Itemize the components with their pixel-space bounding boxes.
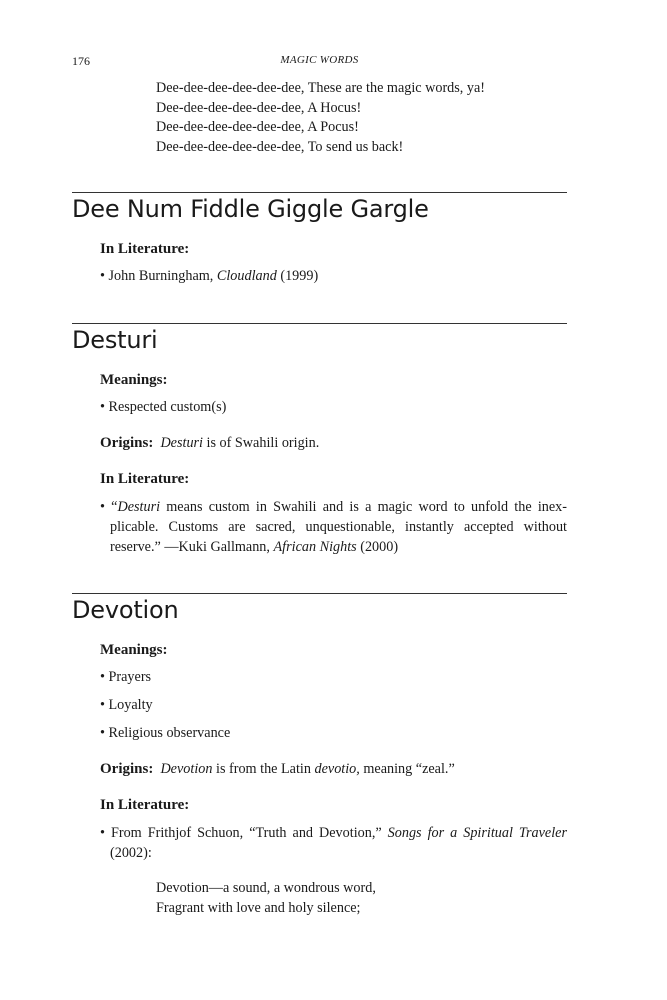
entry-title-devotion: Devotion (72, 596, 179, 624)
section-rule (72, 192, 567, 193)
verse-line: Fragrant with love and holy silence; (156, 899, 361, 916)
book-title: Songs for a Spiritual Traveler (387, 825, 567, 841)
in-literature-label: In Literature: (100, 797, 190, 813)
origins-label: Origins: (100, 435, 154, 451)
verse-line: Devotion—a sound, a wondrous word, (156, 880, 376, 896)
meaning-item: • Respected custom(s) (100, 399, 227, 415)
running-head (72, 54, 567, 70)
verse-line: Dee-dee-dee-dee-dee-dee, These are the magic words, ya! (156, 80, 486, 96)
meanings-label: Meanings: (100, 372, 168, 388)
literature-quote: • “Desturi means custom in Swahili and is a magic word to unfold the inex- plicable. Customs are sacred, unquestionable, instantly accepted without reserve.” —Kuki Gallmann, African Nights (2000) (100, 499, 568, 555)
meaning-item: • Religious observance (100, 725, 231, 741)
in-literature-label: In Literature: (100, 471, 190, 487)
verse-top (156, 79, 485, 157)
section-rule (72, 593, 567, 594)
origins-word: Desturi (160, 435, 203, 451)
origins-word: Devotion (160, 761, 213, 777)
origins-label: Origins: (100, 761, 154, 777)
running-title: MAGIC WORDS (280, 54, 359, 66)
in-literature-label: In Literature: (100, 241, 190, 257)
literature-item: • From Frithjof Schuon, “Truth and Devotion,” Songs for a Spiritual Traveler (2002): (100, 825, 567, 861)
entry-title-desturi: Desturi (72, 326, 158, 354)
literature-item: • John Burningham, Cloudland (1999) (100, 268, 319, 284)
section-rule (72, 323, 567, 324)
book-title: African Nights (273, 539, 357, 555)
entry-title-dee-num: Dee Num Fiddle Giggle Gargle (72, 195, 429, 223)
verse-line: Dee-dee-dee-dee-dee-dee, To send us back! (156, 138, 404, 155)
meanings-label: Meanings: (100, 642, 168, 658)
meaning-item: • Prayers (100, 669, 152, 685)
book-title: Cloudland (216, 268, 277, 284)
verse-line: Dee-dee-dee-dee-dee-dee, A Pocus! (156, 119, 359, 135)
origins-line: Origins: Desturi is of Swahili origin. (100, 435, 320, 451)
verse-devotion (156, 879, 376, 918)
origins-line: Origins: Devotion is from the Latin devotio, meaning “zeal.” (100, 761, 455, 777)
page-number: 176 (72, 54, 90, 68)
verse-line: Dee-dee-dee-dee-dee-dee, A Hocus! (156, 99, 362, 116)
meaning-item: • Loyalty (100, 697, 153, 713)
